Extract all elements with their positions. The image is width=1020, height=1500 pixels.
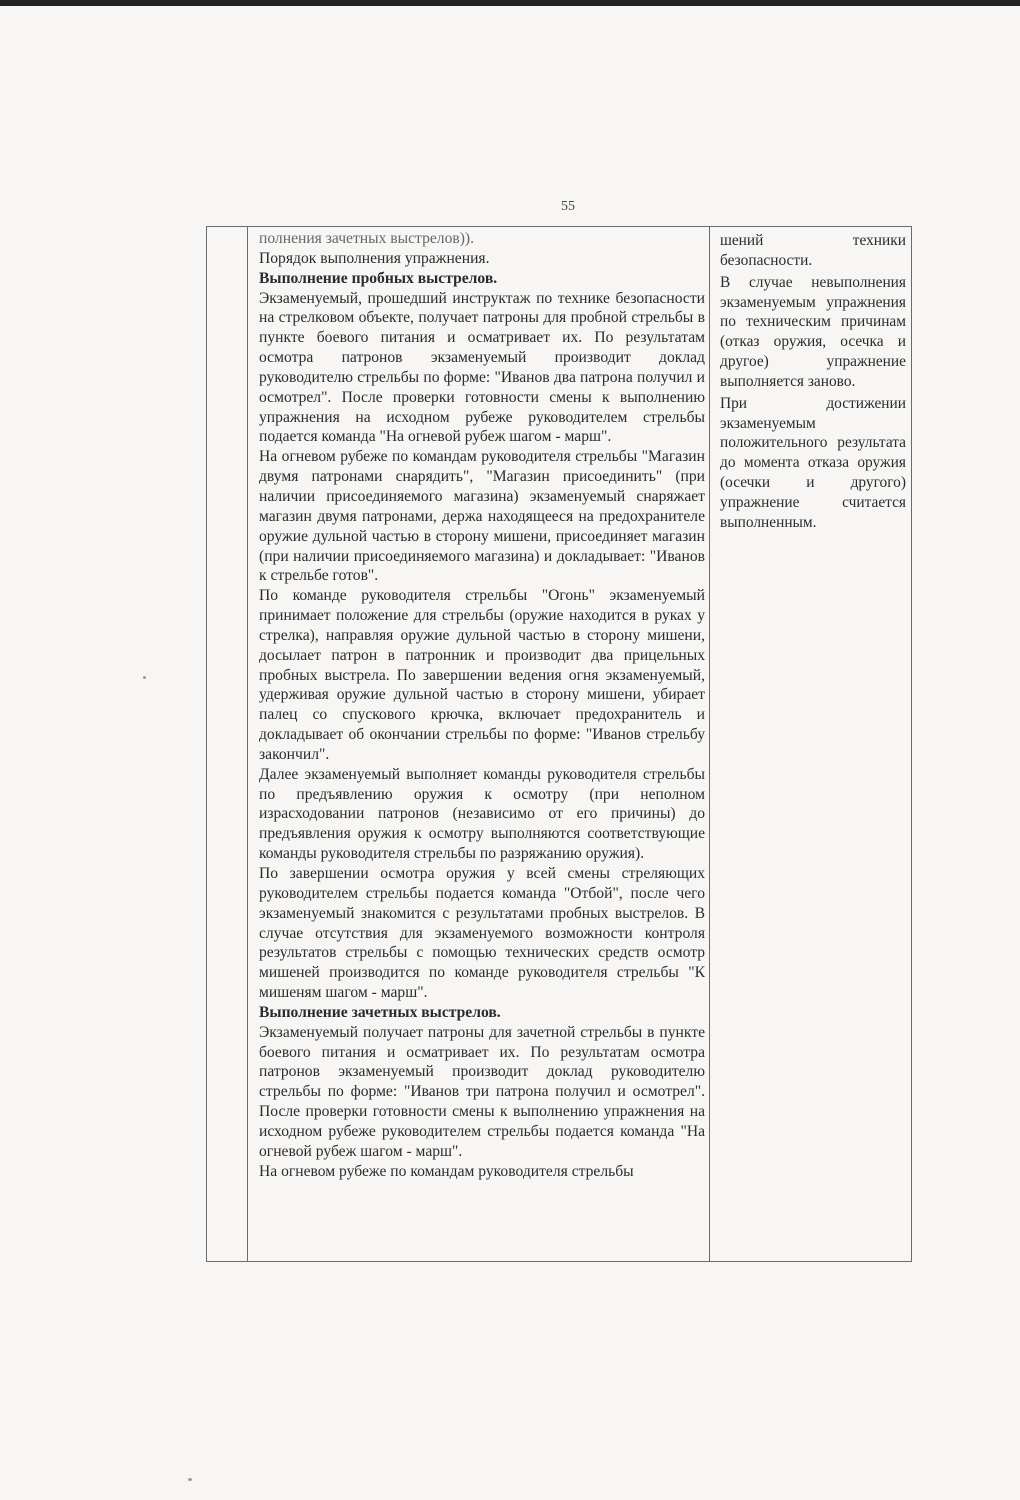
paragraph-continuation: полнения зачетных выстрелов)). xyxy=(259,230,475,247)
table-column-divider-right xyxy=(709,227,710,1261)
scan-speck xyxy=(188,1478,192,1481)
paragraph-credit-firing-line: На огневом рубеже по командам руководителя стрельбы xyxy=(259,1162,634,1180)
paragraph-trial-results: По завершении осмотра оружия у всей смены стреляющих руководителем стрельбы подается команда "Отбой", после чего экзаменуемый знакомится с результатами пробных выстрелов. В случае отсутствия для экзаменуемого возможности контроля результатов стрельбы с помощью технических средств осмотр мишеней производится по команде руководителя стрельбы "К мишеням шагом - марш". xyxy=(259,865,705,1002)
paragraph-credit-receive: Экзаменуемый получает патроны для зачетной стрельбы в пункте боевого питания и осматривает их. По результатам осмотра патронов экзаменуемый производит доклад руководителю стрельбы по форме: "Иванов три патрона получил и осмотрел". После проверки готовности смены к выполнению упражнения на исходном рубеже руководителем стрельбы подается команда "На огневой рубеж шагом - марш". xyxy=(259,1023,705,1160)
note-positive-result: При достижении экзаменуемым положительного результата до момента отказа оружия (осечки и другого) упражнение считается выполненным. xyxy=(720,394,906,531)
table-column-divider-left xyxy=(247,227,248,1261)
heading-credit-shots: Выполнение зачетных выстрелов. xyxy=(259,1003,501,1021)
note-safety: шений техники безопасности. xyxy=(720,232,906,269)
paragraph-trial-inspection: Далее экзаменуемый выполняет команды руководителя стрельбы по предъявлению оружия к осмотру (при неполном израсходовании патронов (независимо от его причины) до предъявления оружия к осмотру выполняются соответствующие команды руководителя стрельбы по разряжанию оружия). xyxy=(259,765,705,863)
note-technical-failure: В случае невыполнения экзаменуемым упражнения по техническим причинам (отказ оружия, осечка и другое) упражнение выполняется заново. xyxy=(720,273,906,390)
paragraph-trial-firing-line: На огневом рубеже по командам руководителя стрельбы "Магазин двумя патронами снарядить", "Магазин присоединить" (при наличии присоединяемого магазина) экзаменуемый снаряжает магазин двумя патронами, держа находящееся на предохранителе оружие дульной частью в сторону мишени, присоединяет магазин (при наличии присоединяемого магазина) и докладывает: "Иванов к стрельбе готов". xyxy=(259,448,705,585)
scan-edge xyxy=(0,0,1020,6)
paragraph-trial-fire: По команде руководителя стрельбы "Огонь" экзаменуемый принимает положение для стрельбы (оружие находится в руках у стрелка), направляя оружие дульной частью в сторону мишени, досылает патрон в патронник и производит два прицельных пробных выстрела. По завершении ведения огня экзаменуемый, удерживая оружие дульной частью в сторону мишени, убирает палец со спускового крючка, включает предохранитель и докладывает об окончании стрельбы по форме: "Иванов стрельбу закончил". xyxy=(259,587,705,763)
paragraph-procedure-heading: Порядок выполнения упражнения. xyxy=(259,249,490,267)
page-number: 55 xyxy=(561,199,575,214)
paragraph-trial-receive: Экзаменуемый, прошедший инструктаж по технике безопасности на стрелковом объекте, получает патроны для пробной стрельбы в пункте боевого питания и осматривает их. По результатам осмотра патронов экзаменуемый производит доклад руководителю стрельбы по форме: "Иванов два патрона получил и осмотрел". После проверки готовности смены к выполнению упражнения на исходном рубеже руководителем стрельбы подается команда "На огневой рубеж шагом - марш". xyxy=(259,289,705,446)
main-text-column xyxy=(259,229,705,1182)
notes-column xyxy=(720,231,906,533)
heading-trial-shots: Выполнение пробных выстрелов. xyxy=(259,269,498,287)
document-table xyxy=(206,226,912,1262)
scan-speck xyxy=(143,676,146,679)
